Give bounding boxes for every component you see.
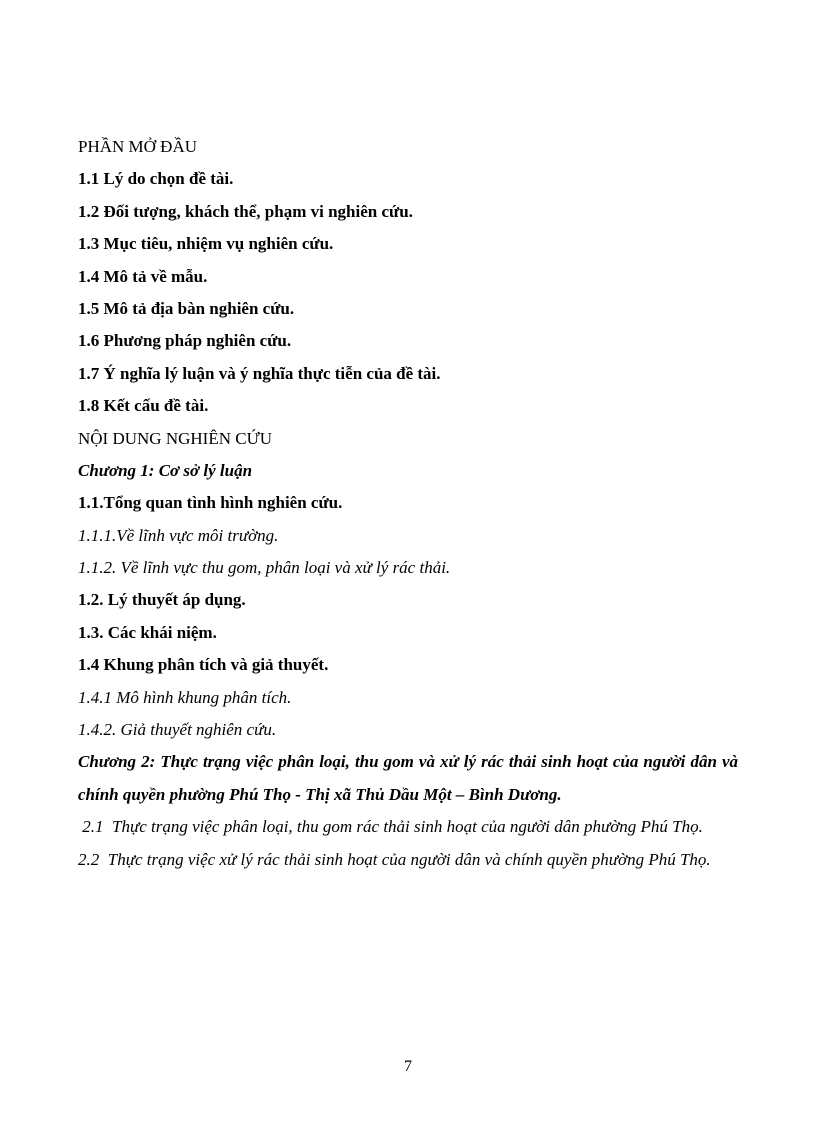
toc-item-1-4: 1.4 Mô tả về mẫu.	[78, 266, 208, 286]
toc-item-1-7: 1.7 Ý nghĩa lý luận và ý nghĩa thực tiễn của đề tài.	[78, 363, 441, 383]
toc-item-1-3: 1.3 Mục tiêu, nhiệm vụ nghiên cứu.	[78, 234, 334, 254]
section-2-2: 2.2 Thực trạng việc xử lý rác thải sinh hoạt của người dân và chính quyền phường Phú Thọ.	[78, 849, 711, 869]
chapter-1-title: Chương 1: Cơ sở lý luận	[78, 460, 253, 480]
section-1-1: 1.1.Tổng quan tình hình nghiên cứu.	[78, 493, 343, 513]
content-heading: NỘI DUNG NGHIÊN CỨU	[78, 428, 273, 448]
toc-item-1-2: 1.2 Đối tượng, khách thể, phạm vi nghiên cứu.	[78, 201, 413, 221]
page-number: 7	[404, 1058, 412, 1075]
toc-item-1-6: 1.6 Phương pháp nghiên cứu.	[78, 331, 292, 351]
toc-item-1-5: 1.5 Mô tả địa bàn nghiên cứu.	[78, 298, 295, 318]
subsection-1-1-1: 1.1.1.Về lĩnh vực môi trường.	[78, 525, 279, 545]
table-of-contents	[78, 131, 738, 876]
section-1-4: 1.4 Khung phân tích và giả thuyết.	[78, 655, 329, 675]
subsection-1-4-1: 1.4.1 Mô hình khung phân tích.	[78, 687, 292, 707]
chapter-2-title: Chương 2: Thực trạng việc phân loại, thu gom và xử lý rác thải sinh hoạt của người dân và chính quyền phường Phú Thọ - Thị xã Thủ Dầu Một – Bình Dương.	[78, 752, 738, 804]
toc-item-1-8: 1.8 Kết cấu đề tài.	[78, 396, 209, 416]
subsection-1-4-2: 1.4.2. Giả thuyết nghiên cứu.	[78, 720, 277, 740]
subsection-1-1-2: 1.1.2. Về lĩnh vực thu gom, phân loại và xử lý rác thải.	[78, 558, 451, 578]
intro-heading: PHẦN MỞ ĐẦU	[78, 137, 198, 156]
section-2-1: 2.1 Thực trạng việc phân loại, thu gom rác thải sinh hoạt của người dân phường Phú Thọ.	[78, 817, 703, 837]
section-1-2: 1.2. Lý thuyết áp dụng.	[78, 590, 246, 610]
toc-item-1-1: 1.1 Lý do chọn đề tài.	[78, 169, 234, 189]
section-1-3: 1.3. Các khái niệm.	[78, 622, 217, 642]
